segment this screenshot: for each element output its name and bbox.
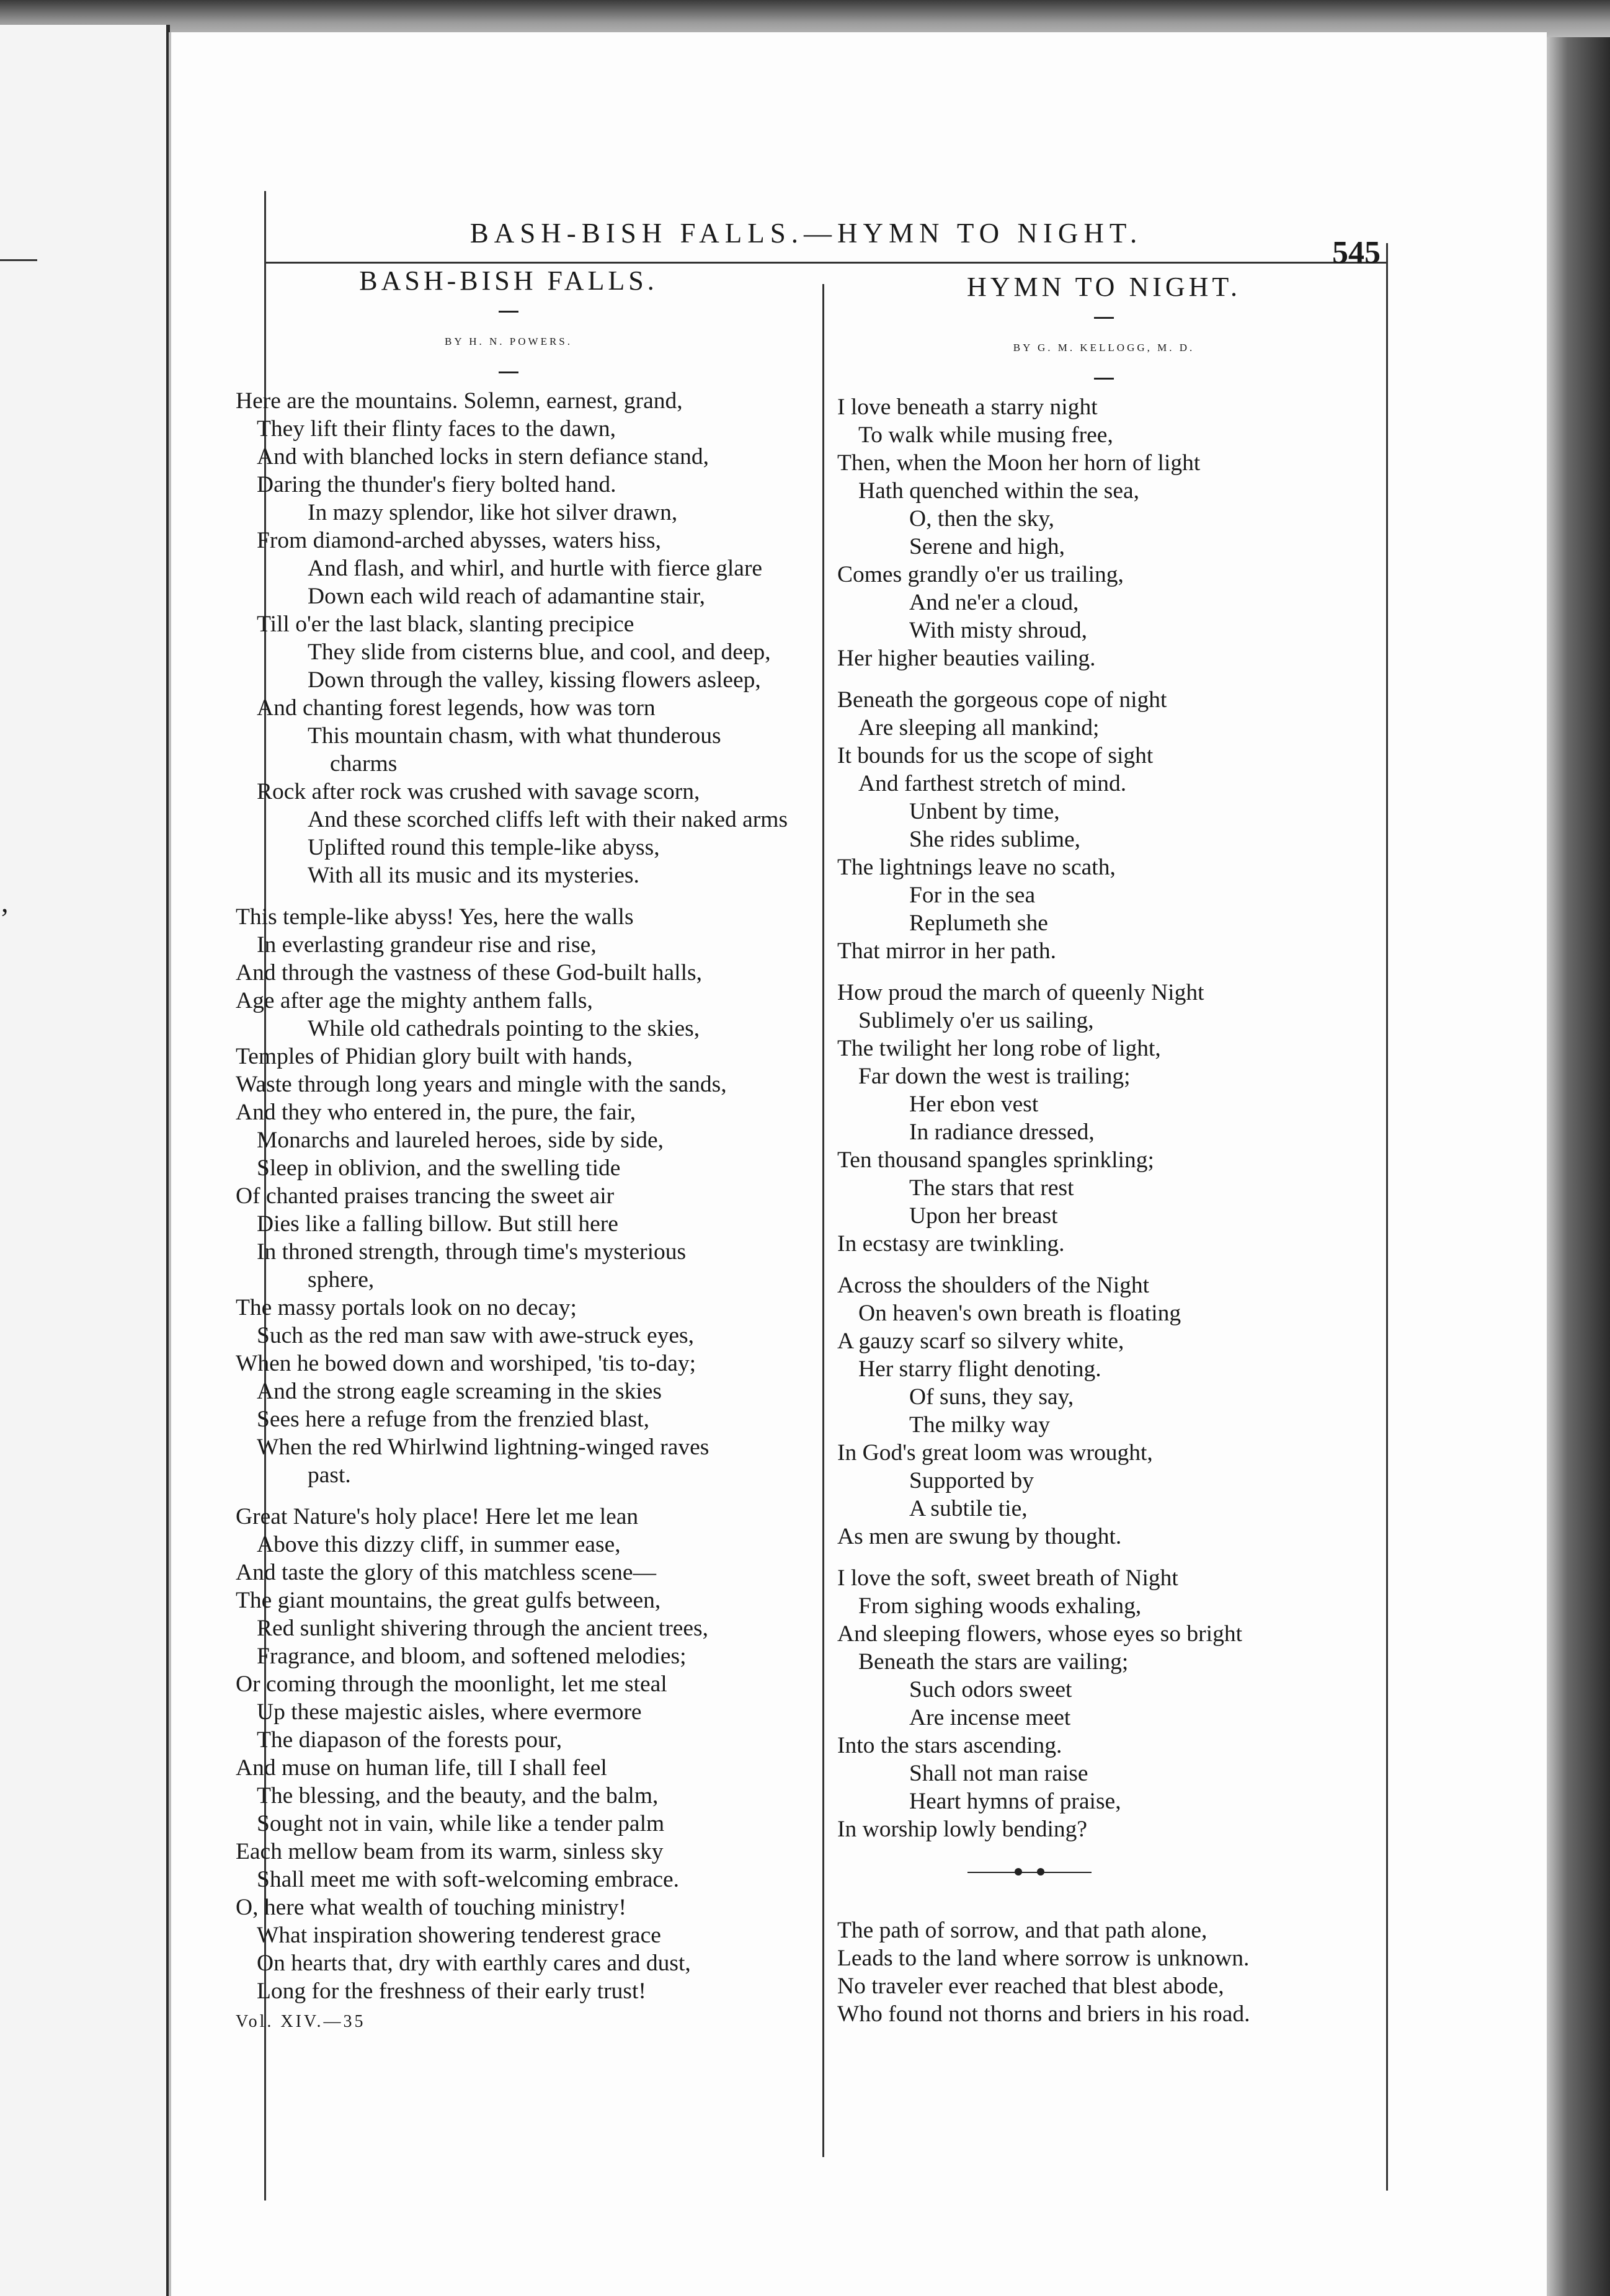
title-dash: [1094, 317, 1114, 319]
poem-title: BASH-BISH FALLS.: [359, 265, 658, 296]
poem-line: Red sunlight shivering through the ancient trees,: [257, 1616, 708, 1641]
stanza: [837, 686, 1371, 965]
poem-line: Sublimely o'er us sailing,: [858, 1008, 1094, 1033]
poem-line: When he bowed down and worshiped, 'tis to-day;: [236, 1351, 696, 1376]
poem-line: The twilight her long robe of light,: [837, 1036, 1161, 1061]
epigram: [837, 1916, 1371, 2028]
poem-line: Shall meet me with soft-welcoming embrace.: [257, 1867, 680, 1892]
poem-line: sphere,: [308, 1267, 375, 1293]
poem-line: And sleeping flowers, whose eyes so bright: [837, 1621, 1243, 1647]
poem-line: Upon her breast: [909, 1203, 1058, 1229]
poem-line: In God's great loom was wrought,: [837, 1440, 1153, 1466]
volume-signature: Vol. XIV.—35: [236, 2012, 366, 2031]
stanza: [837, 979, 1371, 1258]
poem-line: Temples of Phidian glory built with hands,: [236, 1044, 633, 1069]
poem-line: From diamond-arched abysses, waters hiss,: [257, 528, 661, 553]
poem-line: What inspiration showering tenderest grace: [257, 1923, 661, 1948]
poem-line: Daring the thunder's fiery bolted hand.: [257, 472, 616, 497]
poem-line: Down each wild reach of adamantine stair,: [308, 584, 705, 609]
poem-line: Far down the west is trailing;: [858, 1064, 1131, 1089]
poem-line: This mountain chasm, with what thunderous: [308, 723, 721, 749]
poem-line: And these scorched cliffs left with their naked arms: [308, 807, 788, 832]
stanza: [837, 1271, 1371, 1551]
poem-line: The massy portals look on no decay;: [236, 1295, 577, 1320]
poem-line: That mirror in her path.: [837, 938, 1057, 964]
header-rule: [264, 262, 1388, 264]
poem-line: On heaven's own breath is floating: [858, 1301, 1181, 1326]
poem-line: In everlasting grandeur rise and rise,: [257, 932, 597, 958]
poem-line: In radiance dressed,: [909, 1119, 1095, 1145]
poem-line: Of chanted praises trancing the sweet air: [236, 1183, 615, 1209]
epigram-line: No traveler ever reached that blest abode,: [837, 1973, 1224, 1999]
stanza: [236, 1503, 781, 2005]
poem-line: On hearts that, dry with earthly cares and dust,: [257, 1951, 691, 1976]
poem-line: Down through the valley, kissing flowers asleep,: [308, 667, 761, 693]
poem-line: She rides sublime,: [909, 827, 1081, 852]
poem-line: And through the vastness of these God-built halls,: [236, 960, 702, 986]
stanza: [837, 393, 1371, 672]
poem-line: And muse on human life, till I shall feel: [236, 1755, 607, 1781]
poem-line: Ten thousand spangles sprinkling;: [837, 1147, 1154, 1173]
poem-line: In throned strength, through time's mysterious: [257, 1239, 687, 1265]
page-gutter-shadow: [1544, 37, 1610, 2296]
poem-line: Uplifted round this temple-like abyss,: [308, 835, 660, 860]
facing-page-rule: [0, 259, 37, 261]
poem-line: The blessing, and the beauty, and the balm,: [257, 1783, 659, 1809]
stanza: [837, 1564, 1371, 1843]
poem-line: Are incense meet: [909, 1705, 1071, 1730]
poem-line: Rock after rock was crushed with savage scorn,: [257, 779, 700, 804]
poem-line: Serene and high,: [909, 534, 1065, 559]
poem-line: Replumeth she: [909, 910, 1048, 936]
poem-line: Her higher beauties vailing.: [837, 646, 1096, 671]
poem-line: Such as the red man saw with awe-struck eyes,: [257, 1323, 694, 1348]
poem-line: Heart hymns of praise,: [909, 1789, 1121, 1814]
poem-line: With all its music and its mysteries.: [308, 863, 639, 888]
byline-dash: [1094, 378, 1114, 380]
poem-body: [837, 393, 1371, 1843]
facing-page-edge: [0, 25, 170, 2296]
poem-line: Beneath the gorgeous cope of night: [837, 687, 1167, 713]
poem-line: charms: [330, 751, 398, 776]
poem-byline: BY H. N. POWERS.: [445, 336, 572, 347]
poem-line: Age after age the mighty anthem falls,: [236, 988, 593, 1013]
stanza: [236, 387, 788, 889]
poem-line: Waste through long years and mingle with the sands,: [236, 1072, 727, 1097]
poem-line: Unbent by time,: [909, 799, 1060, 824]
poem-line: And flash, and whirl, and hurtle with fierce glare: [308, 556, 763, 581]
poem-line: And ne'er a cloud,: [909, 590, 1079, 615]
poem-line: Fragrance, and bloom, and softened melodies;: [257, 1644, 687, 1669]
poem-line: In worship lowly bending?: [837, 1817, 1088, 1842]
poem-line: The lightnings leave no scath,: [837, 855, 1116, 880]
poem-line: This temple-like abyss! Yes, here the walls: [236, 904, 634, 930]
poem-line: With misty shroud,: [909, 618, 1088, 643]
poem-line: And farthest stretch of mind.: [858, 771, 1127, 796]
epigram-line: The path of sorrow, and that path alone,: [837, 1918, 1208, 1943]
poem-line: Dies like a falling billow. But still here: [257, 1211, 618, 1237]
poem-line: O, here what wealth of touching ministry!: [236, 1895, 627, 1920]
poem-title: HYMN TO NIGHT.: [966, 272, 1242, 302]
poem-line: And chanting forest legends, how was torn: [257, 695, 656, 721]
poem-line: Monarchs and laureled heroes, side by side,: [257, 1128, 664, 1153]
poem-line: Sought not in vain, while like a tender palm: [257, 1811, 665, 1836]
ornament-dot: [1037, 1868, 1044, 1876]
right-column: [837, 273, 1371, 2028]
poem-line: Up these majestic aisles, where evermore: [257, 1699, 642, 1725]
poem-line: It bounds for us the scope of sight: [837, 743, 1154, 768]
poem-line: Across the shoulders of the Night: [837, 1273, 1150, 1298]
left-column: [236, 265, 788, 2036]
poem-line: Of suns, they say,: [909, 1384, 1074, 1410]
poem-line: The stars that rest: [909, 1175, 1074, 1201]
poem-line: Her ebon vest: [909, 1092, 1039, 1117]
poem-line: Long for the freshness of their early trust!: [257, 1978, 646, 2004]
poem-line: In mazy splendor, like hot silver drawn,: [308, 500, 678, 525]
poem-line: A gauzy scarf so silvery white,: [837, 1328, 1124, 1354]
poem-line: To walk while musing free,: [858, 422, 1113, 448]
poem-line: Supported by: [909, 1468, 1034, 1493]
poem-line: Shall not man raise: [909, 1761, 1088, 1786]
poem-line: How proud the march of queenly Night: [837, 980, 1204, 1005]
poem-line: And the strong eagle screaming in the skies: [257, 1379, 662, 1404]
poem-line: Above this dizzy cliff, in summer ease,: [257, 1532, 621, 1557]
poem-line: Till o'er the last black, slanting precipice: [257, 612, 634, 637]
poem-line: past.: [308, 1462, 351, 1488]
poem-line: Or coming through the moonlight, let me steal: [236, 1671, 667, 1697]
poem-line: Beneath the stars are vailing;: [858, 1649, 1129, 1675]
epigram-line: Leads to the land where sorrow is unknown.: [837, 1946, 1250, 1971]
byline-dash: [499, 372, 518, 373]
poem-line: Great Nature's holy place! Here let me lean: [236, 1504, 639, 1529]
poem-line: The giant mountains, the great gulfs between,: [236, 1588, 661, 1613]
poem-line: The diapason of the forests pour,: [257, 1727, 563, 1753]
poem-line: And they who entered in, the pure, the fair,: [236, 1100, 636, 1125]
poem-line: Sleep in oblivion, and the swelling tide: [257, 1155, 621, 1181]
ornament-dot: [1015, 1868, 1022, 1876]
stanza: [236, 903, 781, 1489]
poem-line: They lift their flinty faces to the dawn,: [257, 416, 616, 442]
poem-line: Into the stars ascending.: [837, 1733, 1062, 1758]
poem-line: Are sleeping all mankind;: [858, 715, 1100, 741]
poem-line: Hath quenched within the sea,: [858, 478, 1139, 504]
poem-line: Here are the mountains. Solemn, earnest, grand,: [236, 388, 683, 414]
page-number: 545: [1332, 235, 1381, 270]
title-dash: [499, 311, 518, 313]
epigram-line: Who found not thorns and briers in his road.: [837, 2001, 1250, 2027]
poem-line: I love beneath a starry night: [837, 394, 1098, 420]
running-head: BASH-BISH FALLS.—HYMN TO NIGHT.: [469, 218, 1143, 249]
poem-line: O, then the sky,: [909, 506, 1054, 532]
poem-line: Such odors sweet: [909, 1677, 1072, 1702]
poem-byline: BY G. M. KELLOGG, M. D.: [1013, 342, 1195, 354]
section-ornament: [967, 1866, 1092, 1879]
ornament-bar: [967, 1872, 1092, 1873]
poem-body: [236, 387, 788, 2005]
poem-line: I love the soft, sweet breath of Night: [837, 1565, 1178, 1591]
poem-line: In ecstasy are twinkling.: [837, 1231, 1065, 1257]
poem-line: From sighing woods exhaling,: [858, 1593, 1142, 1619]
poem-line: As men are swung by thought.: [837, 1524, 1122, 1549]
column-divider: [822, 284, 824, 2157]
frame-right-rule: [1386, 243, 1388, 2191]
poem-line: Comes grandly o'er us trailing,: [837, 562, 1124, 587]
poem-line: While old cathedrals pointing to the skies,: [308, 1016, 700, 1041]
poem-line: When the red Whirlwind lightning-winged raves: [257, 1435, 709, 1460]
poem-line: And with blanched locks in stern defiance stand,: [257, 444, 709, 469]
poem-line: Then, when the Moon her horn of light: [837, 450, 1201, 476]
poem-line: For in the sea: [909, 883, 1036, 908]
poem-line: A subtile tie,: [909, 1496, 1028, 1521]
facing-page-mark: ,: [1, 886, 9, 918]
poem-line: Each mellow beam from its warm, sinless sky: [236, 1839, 664, 1864]
poem-line: Her starry flight denoting.: [858, 1356, 1101, 1382]
poem-line: Sees here a refuge from the frenzied blast,: [257, 1407, 650, 1432]
poem-line: And taste the glory of this matchless scene—: [236, 1560, 656, 1585]
poem-line: They slide from cisterns blue, and cool, and deep,: [308, 639, 771, 665]
poem-line: The milky way: [909, 1412, 1051, 1438]
